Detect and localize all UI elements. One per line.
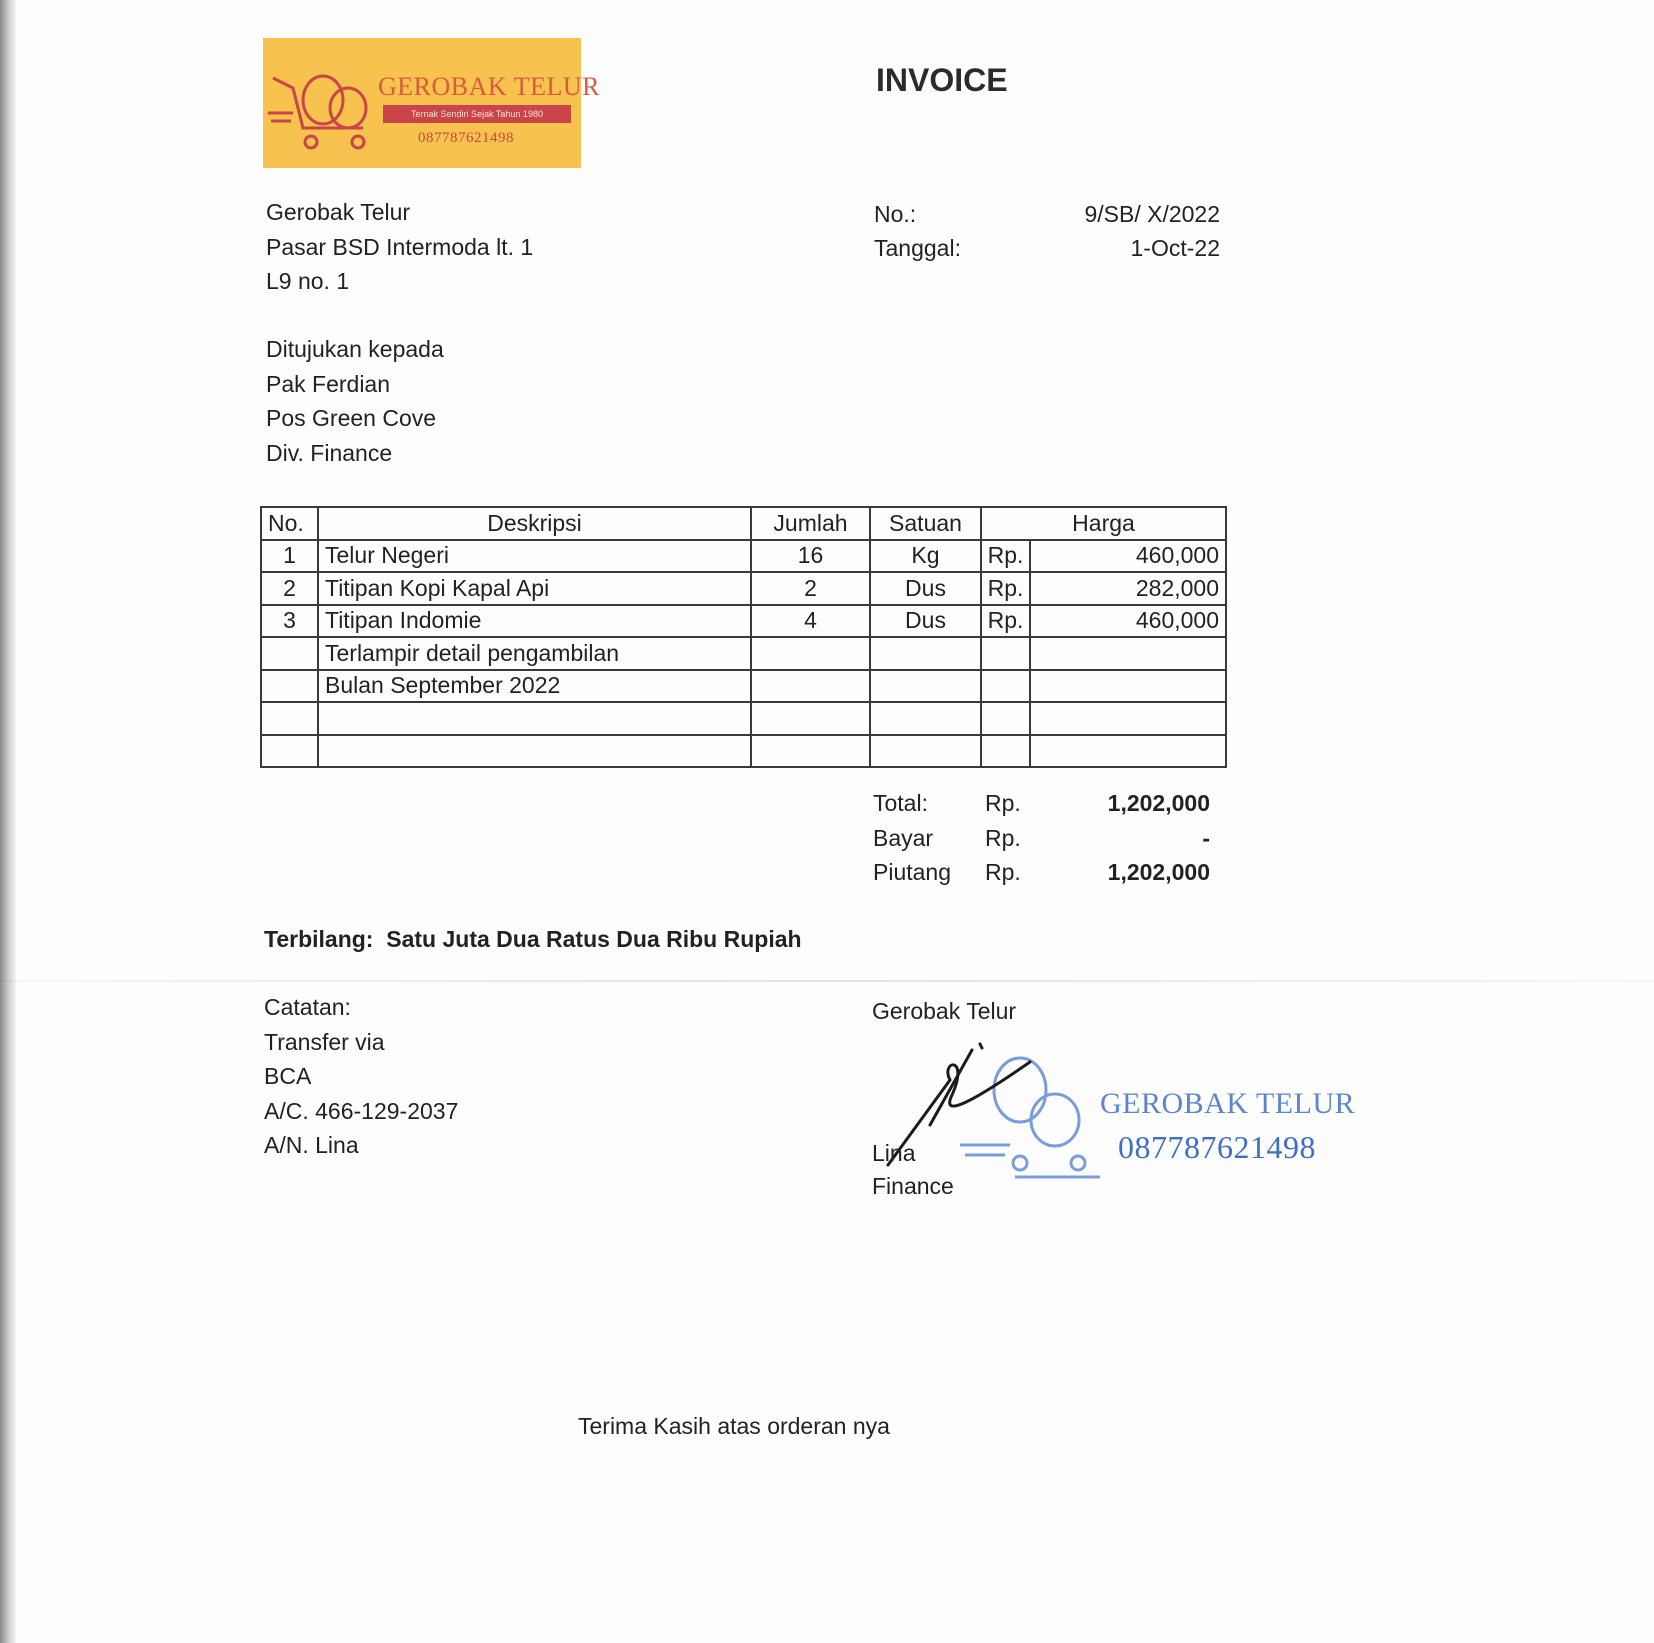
summary-labels xyxy=(873,786,951,890)
table-row xyxy=(261,605,1226,638)
notes-line2: BCA xyxy=(264,1063,312,1089)
due-value: 1,202,000 xyxy=(1107,859,1210,885)
recipient-name: Pak Ferdian xyxy=(266,370,391,397)
row-qty: 4 xyxy=(751,605,870,638)
recipient-block xyxy=(266,332,444,470)
signatory-name: Lina xyxy=(872,1140,916,1166)
row-no xyxy=(261,702,318,735)
table-header-row xyxy=(261,507,1226,540)
egg-cart-logo-icon xyxy=(263,58,383,158)
paid-value: - xyxy=(1202,824,1210,851)
row-no xyxy=(261,670,318,703)
recipient-division: Div. Finance xyxy=(266,439,393,466)
row-currency: Rp. xyxy=(981,540,1030,573)
row-description: Bulan September 2022 xyxy=(318,670,751,703)
row-unit: Dus xyxy=(870,572,981,605)
summary-values xyxy=(1030,786,1210,890)
row-currency xyxy=(981,637,1030,670)
signatory-role: Finance xyxy=(872,1173,954,1199)
row-currency xyxy=(981,702,1030,735)
signatory-company: Gerobak Telur xyxy=(872,998,1017,1024)
row-qty: 16 xyxy=(751,540,870,573)
row-no: 3 xyxy=(261,605,318,638)
notes-line4: A/N. Lina xyxy=(264,1132,359,1158)
row-unit: Dus xyxy=(870,605,981,638)
invoice-no-label: No.: xyxy=(874,201,917,227)
summary-currencies xyxy=(985,786,1021,890)
logo-brand: GEROBAK TELUR xyxy=(378,72,600,101)
recipient-company: Pos Green Cove xyxy=(266,405,437,431)
scan-edge xyxy=(0,0,16,1643)
page-title: INVOICE xyxy=(876,62,1008,98)
row-price xyxy=(1030,637,1226,670)
recipient-heading: Ditujukan kepada xyxy=(266,336,444,362)
company-logo xyxy=(263,38,600,168)
row-no: 1 xyxy=(261,540,318,573)
row-description: Titipan Indomie xyxy=(318,605,751,638)
header-unit: Satuan xyxy=(870,507,981,540)
row-description: Titipan Kopi Kapal Api xyxy=(318,572,751,605)
amount-words-value: Satu Juta Dua Ratus Dua Ribu Rupiah xyxy=(386,926,802,952)
row-description: Telur Negeri xyxy=(318,540,751,573)
invoice-date-label: Tanggal: xyxy=(874,235,961,261)
row-unit xyxy=(870,702,981,735)
header-price: Harga xyxy=(981,507,1226,540)
row-description xyxy=(318,702,751,735)
notes-line1: Transfer via xyxy=(264,1028,385,1055)
row-currency xyxy=(981,735,1030,768)
row-no xyxy=(261,637,318,670)
stamp-phone: 087787621498 xyxy=(1118,1129,1316,1165)
row-currency: Rp. xyxy=(981,572,1030,605)
row-description xyxy=(318,735,751,768)
row-currency: Rp. xyxy=(981,605,1030,638)
table-row xyxy=(261,670,1226,703)
row-no xyxy=(261,735,318,768)
amount-words-label: Terbilang: xyxy=(264,926,374,952)
total-value: 1,202,000 xyxy=(1107,790,1210,816)
row-currency xyxy=(981,670,1030,703)
row-qty xyxy=(751,702,870,735)
seller-address-line2: L9 no. 1 xyxy=(266,268,350,294)
row-price xyxy=(1030,735,1226,768)
paid-label: Bayar xyxy=(873,824,934,851)
notes-block xyxy=(264,990,458,1163)
row-qty xyxy=(751,735,870,768)
header-no: No. xyxy=(261,507,318,540)
row-qty xyxy=(751,670,870,703)
total-label: Total: xyxy=(873,790,928,816)
seller-address-line1: Pasar BSD Intermoda lt. 1 xyxy=(266,233,534,260)
row-unit xyxy=(870,670,981,703)
invoice-date-value: 1-Oct-22 xyxy=(1130,235,1220,261)
row-qty: 2 xyxy=(751,572,870,605)
row-qty xyxy=(751,637,870,670)
table-row xyxy=(261,637,1226,670)
row-unit: Kg xyxy=(870,540,981,573)
seller-name: Gerobak Telur xyxy=(266,199,411,225)
logo-phone: 087787621498 xyxy=(418,130,514,146)
paid-currency: Rp. xyxy=(985,824,1021,851)
row-price xyxy=(1030,670,1226,703)
row-price: 282,000 xyxy=(1030,572,1226,605)
total-currency: Rp. xyxy=(985,790,1021,816)
table-row xyxy=(261,735,1226,768)
due-currency: Rp. xyxy=(985,859,1021,885)
row-no: 2 xyxy=(261,572,318,605)
logo-tagline: Ternak Sendiri Sejak Tahun 1980 xyxy=(383,105,571,123)
stamp-brand: GEROBAK TELUR xyxy=(1100,1087,1356,1120)
notes-heading: Catatan: xyxy=(264,994,351,1020)
thank-you-footer: Terima Kasih atas orderan nya xyxy=(578,1413,890,1439)
amount-in-words xyxy=(264,922,802,957)
table-row xyxy=(261,540,1226,573)
row-price: 460,000 xyxy=(1030,540,1226,573)
table-row xyxy=(261,572,1226,605)
header-qty: Jumlah xyxy=(751,507,870,540)
invoice-no-value: 9/SB/ X/2022 xyxy=(1084,201,1220,227)
seller-block xyxy=(266,195,533,299)
row-price xyxy=(1030,702,1226,735)
notes-line3: A/C. 466-129-2037 xyxy=(264,1097,459,1124)
row-unit xyxy=(870,637,981,670)
paper-fold-line xyxy=(0,980,1654,982)
row-description: Terlampir detail pengambilan xyxy=(318,637,751,670)
row-price: 460,000 xyxy=(1030,605,1226,638)
header-description: Deskripsi xyxy=(318,507,751,540)
table-row xyxy=(261,702,1226,735)
due-label: Piutang xyxy=(873,859,952,885)
items-table xyxy=(260,506,1227,768)
row-unit xyxy=(870,735,981,768)
